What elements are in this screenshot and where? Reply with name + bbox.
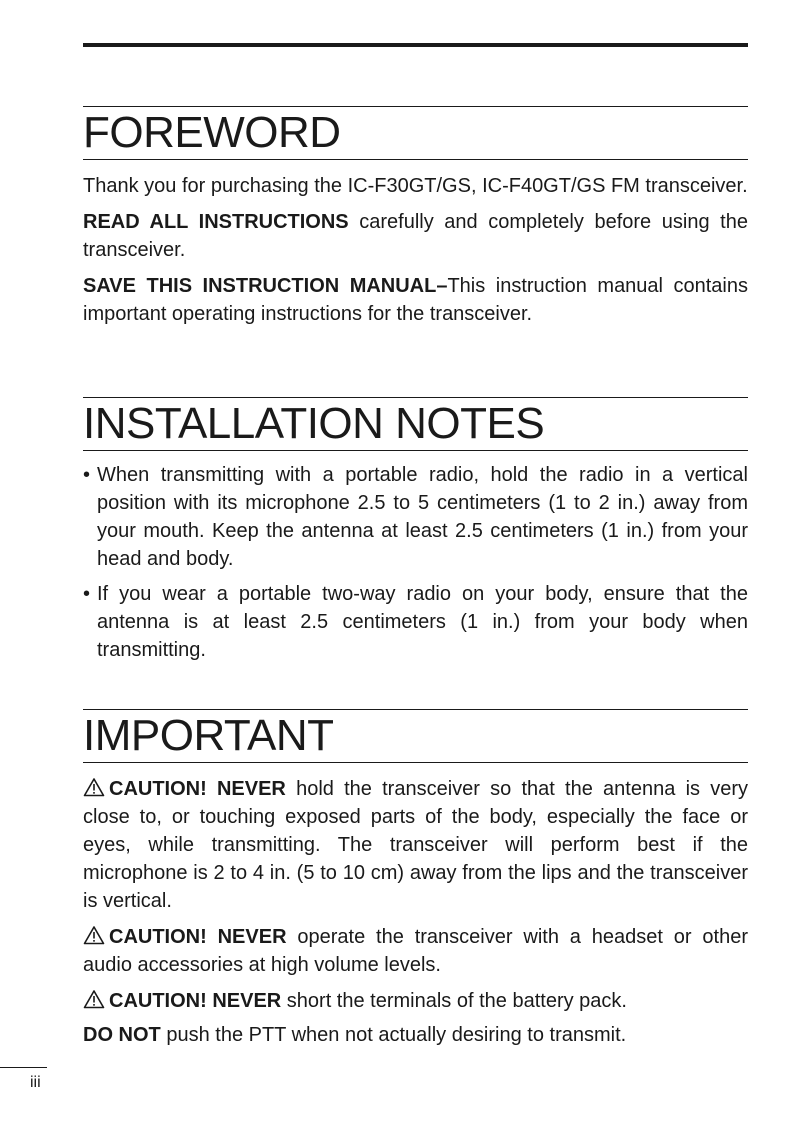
do-not-text: push the PTT when not actually desiring to transmit. <box>160 1024 627 1046</box>
bullet-icon: • <box>83 464 91 486</box>
caution-text-2: operate the transceiver with a headset or other audio accessories at high volume levels. <box>83 926 748 976</box>
installation-heading-box <box>83 397 748 451</box>
installation-item-1: When transmitting with a portable radio, hold the radio in a vertical position with its microphone 2.5 to 5 centimeters (1 to 2 in.) away from your mouth. Keep the antenna at least 2.5 centimeters (1 in.) from your head and body. <box>97 464 748 570</box>
list-item <box>83 580 748 664</box>
foreword-paragraph-2 <box>83 208 748 264</box>
important-heading-box <box>83 709 748 763</box>
warning-triangle-icon <box>83 777 105 797</box>
warning-triangle-icon <box>83 989 105 1009</box>
caution-paragraph-2 <box>83 923 748 979</box>
foreword-title: FOREWORD <box>83 108 341 157</box>
foreword-heading-box <box>83 106 748 160</box>
foreword-section <box>83 106 748 328</box>
warning-triangle-icon <box>83 925 105 945</box>
foreword-paragraph-1: Thank you for purchasing the IC-F30GT/GS, IC-F40GT/GS FM transceiver. <box>83 175 748 197</box>
foreword-paragraph-2-text: carefully and completely before using the transceiver. <box>83 211 748 261</box>
footer-rule <box>0 1067 47 1068</box>
foreword-paragraph-3 <box>83 272 748 328</box>
bullet-icon: • <box>83 583 91 605</box>
installation-section <box>83 397 748 664</box>
important-section <box>83 709 748 1049</box>
foreword-paragraph-3-text: This instruction manual contains important operating instructions for the transceiver. <box>83 275 748 325</box>
caution-text-1: hold the transceiver so that the antenna is very close to, or touching exposed parts of the body, especially the face or eyes, while transmitting. The transceiver will perform best if the microphone is 2 to 4 in. (5 to 10 cm) away from the lips and the transceiver is vertical. <box>83 778 748 912</box>
caution-text-3: short the terminals of the battery pack. <box>281 990 627 1012</box>
top-rule <box>83 43 748 47</box>
installation-title: INSTALLATION NOTES <box>83 399 545 448</box>
installation-item-2: If you wear a portable two-way radio on your body, ensure that the antenna is at least 2.5 centimeters (1 in.) from your body when transmitting. <box>97 583 748 661</box>
caution-paragraph-1 <box>83 775 748 915</box>
caution-label-3: CAUTION! NEVER <box>109 990 282 1012</box>
do-not-paragraph <box>83 1021 748 1049</box>
do-not-label: DO NOT <box>83 1024 161 1046</box>
installation-list <box>83 461 748 664</box>
page-number: iii <box>30 1074 41 1091</box>
list-item <box>83 461 748 573</box>
caution-label-1: CAUTION! NEVER <box>109 778 286 800</box>
read-all-instructions-label: READ ALL INSTRUCTIONS <box>83 211 349 233</box>
important-title: IMPORTANT <box>83 711 334 760</box>
caution-label-2: CAUTION! NEVER <box>109 926 287 948</box>
caution-paragraph-3 <box>83 987 748 1015</box>
save-manual-label: SAVE THIS INSTRUCTION MANUAL– <box>83 275 448 297</box>
